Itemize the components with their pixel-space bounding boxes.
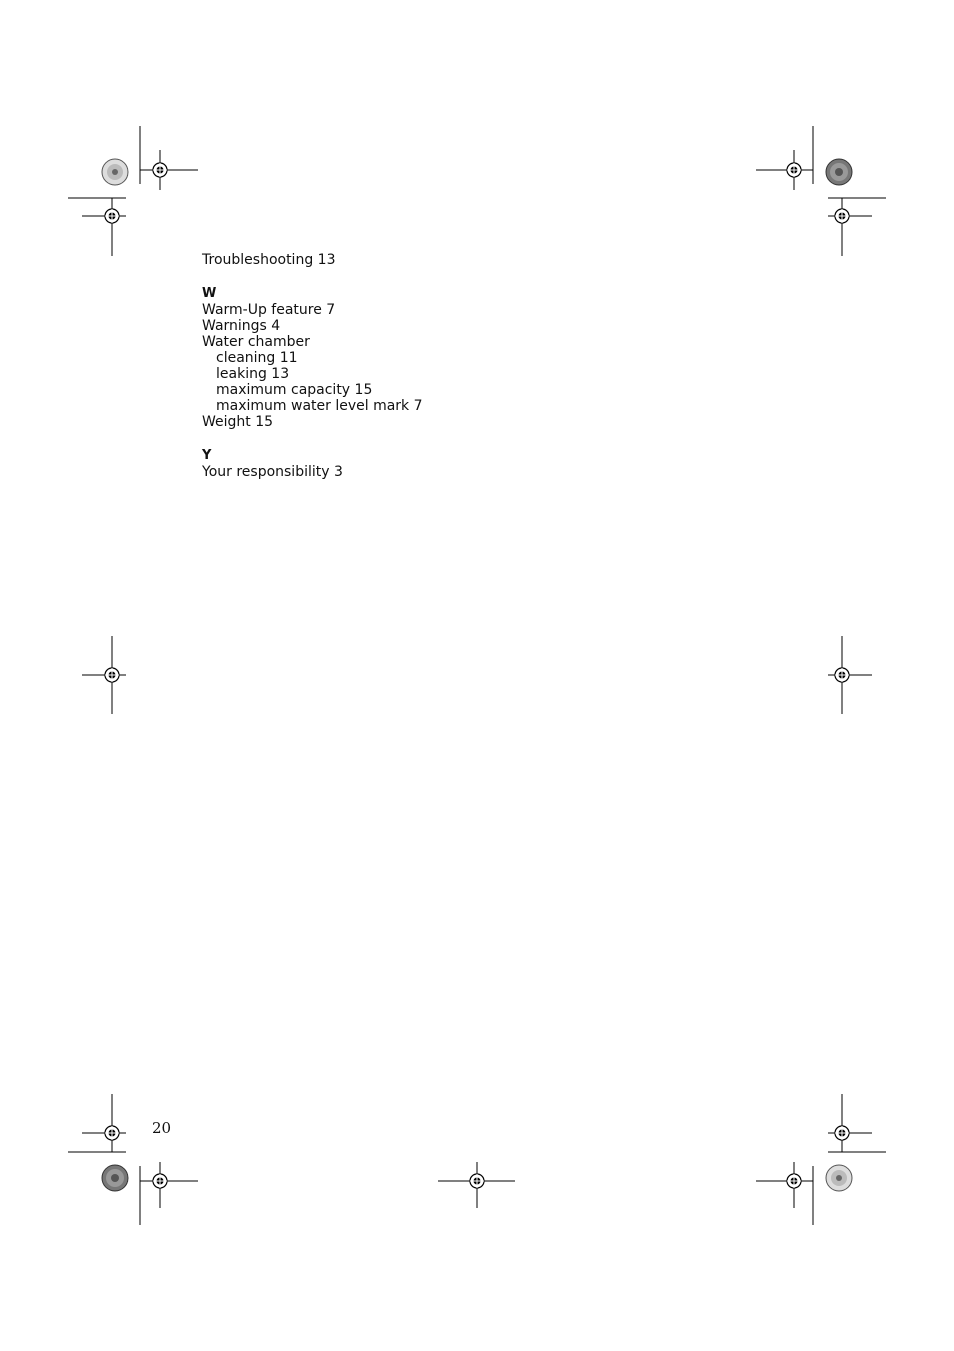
index-entry: Your responsibility 3 [202, 464, 343, 480]
index-subentry: cleaning 11 [216, 350, 298, 366]
index-entry: Warnings 4 [202, 318, 281, 334]
index-entry: Troubleshooting 13 [202, 252, 336, 268]
index-subentry: leaking 13 [216, 366, 290, 382]
index-subentry: maximum water level mark 7 [216, 398, 423, 414]
index-entry: Warm-Up feature 7 [202, 302, 336, 318]
index-entry: Weight 15 [202, 414, 274, 430]
index-entry: Water chamber [202, 334, 310, 350]
page-number: 20 [152, 1119, 172, 1137]
index-letter-heading: Y [202, 448, 212, 463]
index-subentry: maximum capacity 15 [216, 382, 373, 398]
index-letter-heading: W [202, 286, 217, 301]
index-list [202, 252, 423, 480]
